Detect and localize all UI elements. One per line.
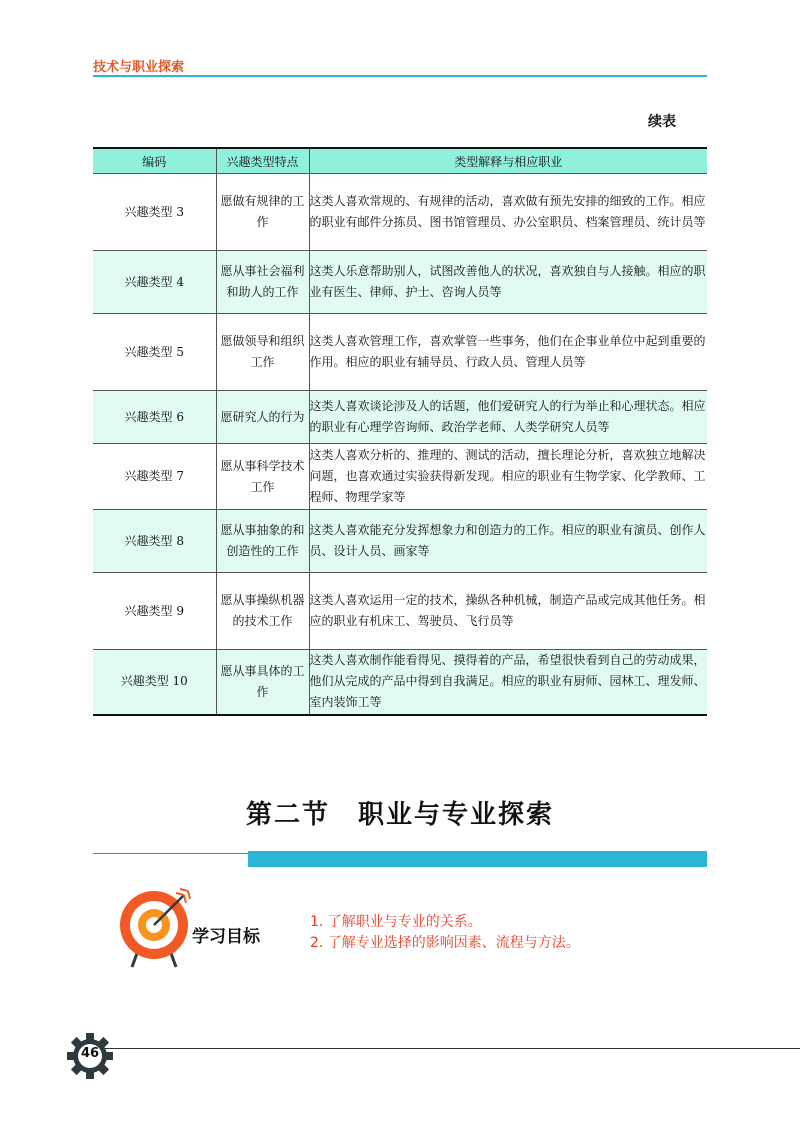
col-header-description: 类型解释与相应职业 (309, 148, 707, 174)
learning-goals-label: 学习目标 (192, 927, 260, 947)
row-feature: 愿从事社会福利和助人的工作 (216, 251, 309, 314)
running-header: 技术与职业探索 (93, 60, 185, 75)
row-description: 这类人喜欢运用一定的技术，操纵各种机械，制造产品或完成其他任务。相应的职业有机床工、驾驶员、飞行员等 (309, 573, 707, 650)
row-feature: 愿做领导和组织工作 (216, 314, 309, 391)
footer-rule (105, 1048, 800, 1049)
table-row (93, 314, 707, 391)
page-number: 46 (80, 1046, 100, 1061)
learning-goals-list (310, 912, 580, 954)
row-feature: 愿做有规律的工作 (216, 174, 309, 251)
row-description: 这类人喜欢管理工作，喜欢掌管一些事务，他们在企事业单位中起到重要的作用。相应的职业有辅导员、行政人员、管理人员等 (309, 314, 707, 391)
row-description: 这类人喜欢分析的、推理的、测试的活动，擅长理论分析，喜欢独立地解决问题，也喜欢通过实验获得新发现。相应的职业有生物学家、化学教师、工程师、物理学家等 (309, 444, 707, 510)
continued-label: 续表 (648, 114, 676, 130)
table-row (93, 650, 707, 715)
table-row (93, 573, 707, 650)
row-description: 这类人乐意帮助别人，试图改善他人的状况，喜欢独自与人接触。相应的职业有医生、律师、护士、咨询人员等 (309, 251, 707, 314)
table-header-row (93, 148, 707, 174)
target-arrow-icon (118, 887, 198, 969)
table-row (93, 174, 707, 251)
row-code: 兴趣类型 6 (93, 391, 216, 444)
row-code: 兴趣类型 9 (93, 573, 216, 650)
table-row (93, 444, 707, 510)
row-feature: 愿从事操纵机器的技术工作 (216, 573, 309, 650)
row-feature: 愿从事科学技术工作 (216, 444, 309, 510)
section-rule-thin (93, 853, 248, 854)
row-feature: 愿研究人的行为 (216, 391, 309, 444)
col-header-feature: 兴趣类型特点 (216, 148, 309, 174)
goal-item: 2. 了解专业选择的影响因素、流程与方法。 (310, 935, 580, 951)
row-code: 兴趣类型 7 (93, 444, 216, 510)
row-code: 兴趣类型 4 (93, 251, 216, 314)
row-description: 这类人喜欢谈论涉及人的话题，他们爱研究人的行为举止和心理状态。相应的职业有心理学咨询师、政治学老师、人类学研究人员等 (309, 391, 707, 444)
row-code: 兴趣类型 10 (93, 650, 216, 715)
table-row (93, 251, 707, 314)
section-rule-bar (248, 851, 707, 867)
row-description: 这类人喜欢常规的、有规律的活动，喜欢做有预先安排的细致的工作。相应的职业有邮件分拣员、图书馆管理员、办公室职员、档案管理员、统计员等 (309, 174, 707, 251)
section-title: 第二节 职业与专业探索 (245, 800, 554, 830)
table-row (93, 510, 707, 573)
row-feature: 愿从事抽象的和创造性的工作 (216, 510, 309, 573)
col-header-code: 编码 (93, 148, 216, 174)
table-row (93, 391, 707, 444)
row-code: 兴趣类型 5 (93, 314, 216, 391)
goal-item: 1. 了解职业与专业的关系。 (310, 914, 482, 930)
row-code: 兴趣类型 8 (93, 510, 216, 573)
row-code: 兴趣类型 3 (93, 174, 216, 251)
row-description: 这类人喜欢能充分发挥想象力和创造力的工作。相应的职业有演员、创作人员、设计人员、画家等 (309, 510, 707, 573)
row-description: 这类人喜欢制作能看得见、摸得着的产品，希望很快看到自己的劳动成果，他们从完成的产品中得到自我满足。相应的职业有厨师、园林工、理发师、室内装饰工等 (309, 650, 707, 715)
header-rule (93, 75, 707, 77)
interest-type-table (93, 147, 707, 716)
row-feature: 愿从事具体的工作 (216, 650, 309, 715)
